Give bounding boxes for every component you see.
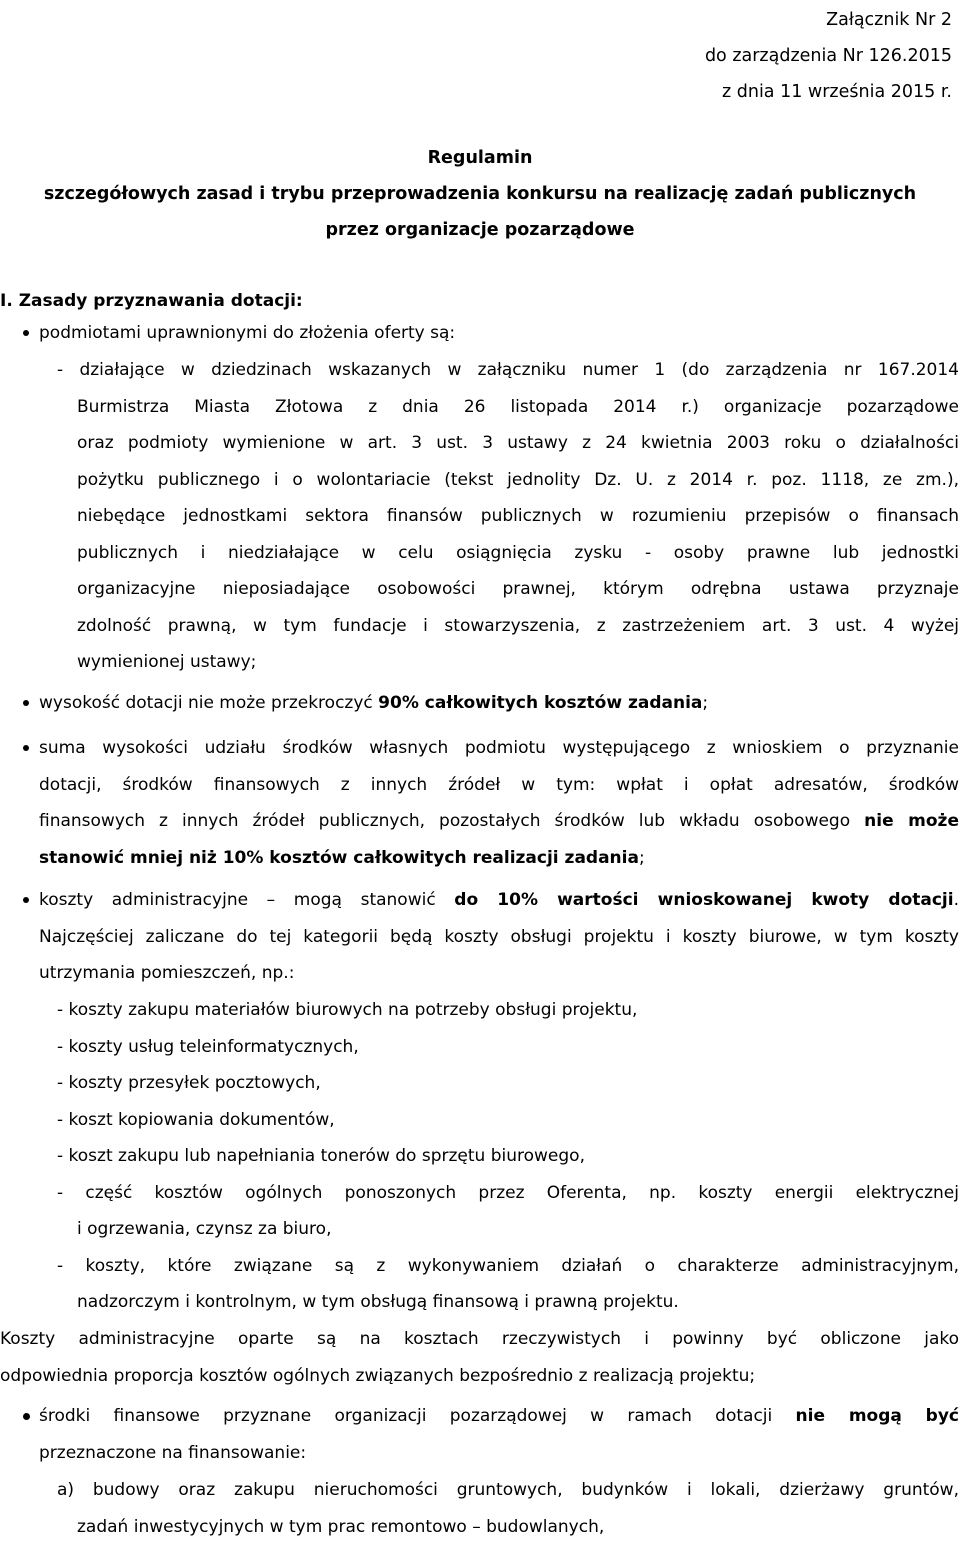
body-text: środki finansowe przyznane organizacji pozarządowej w ramach dotacji xyxy=(39,1406,796,1426)
bullet-dot xyxy=(23,330,29,336)
body-line: Najczęściej zaliczane do tej kategorii będą koszty obsługi projektu i koszty biurowe, w tym koszty xyxy=(39,919,959,956)
body-line: przeznaczone na finansowanie: xyxy=(39,1435,959,1472)
cost-items-list xyxy=(57,992,959,1321)
list-item: - koszty przesyłek pocztowych, xyxy=(57,1065,959,1102)
ordinance-number: do zarządzenia Nr 126.2015 xyxy=(705,38,952,74)
body-line: organizacyjne nieposiadające osobowości prawnej, którym odrębna ustawa przyznaje xyxy=(77,571,959,608)
list-item: - koszt zakupu lub napełniania tonerów do sprzętu biurowego, xyxy=(57,1138,959,1175)
attachment-number: Załącznik Nr 2 xyxy=(705,2,952,38)
body-emphasis: stanowić mniej niż 10% kosztów całkowitych realizacji zadania xyxy=(39,848,639,868)
bullet-2-text: wysokość dotacji nie może przekroczyć xyxy=(39,693,378,713)
document-title xyxy=(0,140,960,248)
body-line xyxy=(39,840,959,877)
body-line: oraz podmioty wymienione w art. 3 ust. 3 ustawy z 24 kwietnia 2003 roku o działalności xyxy=(77,425,959,462)
bullet-1-body xyxy=(77,352,959,681)
body-text: ; xyxy=(639,848,645,868)
bullet-2 xyxy=(39,685,708,721)
bullet-5-body xyxy=(39,1398,959,1471)
bullet-dot xyxy=(23,700,29,706)
body-line: - działające w dziedzinach wskazanych w załączniku numer 1 (do zarządzenia nr 167.2014 xyxy=(57,352,959,389)
body-line xyxy=(39,803,959,840)
list-item: - koszty usług teleinformatycznych, xyxy=(57,1029,959,1066)
body-line: pożytku publicznego i o wolontariacie (tekst jednolity Dz. U. z 2014 r. poz. 1118, ze zm.), xyxy=(77,462,959,499)
bullet-dot xyxy=(23,897,29,903)
title-line-2: szczegółowych zasad i trybu przeprowadzenia konkursu na realizację zadań publicznych xyxy=(0,176,960,212)
list-item-continuation: i ogrzewania, czynsz za biuro, xyxy=(57,1211,959,1248)
body-line: utrzymania pomieszczeń, np.: xyxy=(39,955,959,992)
body-emphasis: nie mogą być xyxy=(796,1406,959,1426)
title-line-1: Regulamin xyxy=(0,140,960,176)
body-line xyxy=(39,1398,959,1435)
admin-costs-paragraph xyxy=(0,1321,959,1394)
body-line: wymienionej ustawy; xyxy=(77,644,959,681)
bullet-1-intro: podmiotami uprawnionymi do złożenia oferty są: xyxy=(39,315,455,351)
body-text: koszty administracyjne – mogą stanowić xyxy=(39,890,454,910)
bullet-2-emphasis: 90% całkowitych kosztów zadania xyxy=(378,693,702,713)
body-line: Koszty administracyjne oparte są na kosztach rzeczywistych i powinny być obliczone jako xyxy=(0,1321,959,1358)
bullet-2-end: ; xyxy=(702,693,708,713)
body-line: niebędące jednostkami sektora finansów publicznych w rozumieniu przepisów o finansach xyxy=(77,498,959,535)
attachment-header xyxy=(705,2,952,110)
bullet-4-body xyxy=(39,882,959,992)
body-line: publicznych i niedziałające w celu osiągnięcia zysku - osoby prawne lub jednostki xyxy=(77,535,959,572)
excluded-items-list xyxy=(57,1472,959,1545)
body-text: . xyxy=(954,890,959,910)
body-line xyxy=(39,882,959,919)
body-line: odpowiednia proporcja kosztów ogólnych związanych bezpośrednio z realizacją projektu; xyxy=(0,1358,959,1395)
body-line: dotacji, środków finansowych z innych źródeł w tym: wpłat i opłat adresatów, środków xyxy=(39,767,959,804)
list-item-continuation: zadań inwestycyjnych w tym prac remontowo – budowlanych, xyxy=(57,1509,959,1545)
body-line: Burmistrza Miasta Złotowa z dnia 26 listopada 2014 r.) organizacje pozarządowe xyxy=(77,389,959,426)
bullet-dot xyxy=(23,745,29,751)
bullet-dot xyxy=(23,1413,30,1420)
body-emphasis: nie może xyxy=(864,811,959,831)
title-line-3: przez organizacje pozarządowe xyxy=(0,212,960,248)
body-emphasis: do 10% wartości wnioskowanej kwoty dotacji xyxy=(454,890,953,910)
ordinance-date: z dnia 11 września 2015 r. xyxy=(705,74,952,110)
list-item-continuation: nadzorczym i kontrolnym, w tym obsługą finansową i prawną projektu. xyxy=(57,1284,959,1321)
list-item: - koszt kopiowania dokumentów, xyxy=(57,1102,959,1139)
body-line: zdolność prawną, w tym fundacje i stowarzyszenia, z zastrzeżeniem art. 3 ust. 4 wyżej xyxy=(77,608,959,645)
list-item: - część kosztów ogólnych ponoszonych przez Oferenta, np. koszty energii elektrycznej xyxy=(57,1175,959,1212)
body-line: suma wysokości udziału środków własnych podmiotu występującego z wnioskiem o przyznanie xyxy=(39,730,959,767)
bullet-3-body xyxy=(39,730,959,876)
body-text: finansowych z innych źródeł publicznych, pozostałych środków lub wkładu osobowego xyxy=(39,811,864,831)
list-item: a) budowy oraz zakupu nieruchomości gruntowych, budynków i lokali, dzierżawy gruntów, xyxy=(57,1472,959,1509)
section-heading: I. Zasady przyznawania dotacji: xyxy=(0,283,303,319)
list-item: - koszty zakupu materiałów biurowych na potrzeby obsługi projektu, xyxy=(57,992,959,1029)
list-item: - koszty, które związane są z wykonywaniem działań o charakterze administracyjnym, xyxy=(57,1248,959,1285)
